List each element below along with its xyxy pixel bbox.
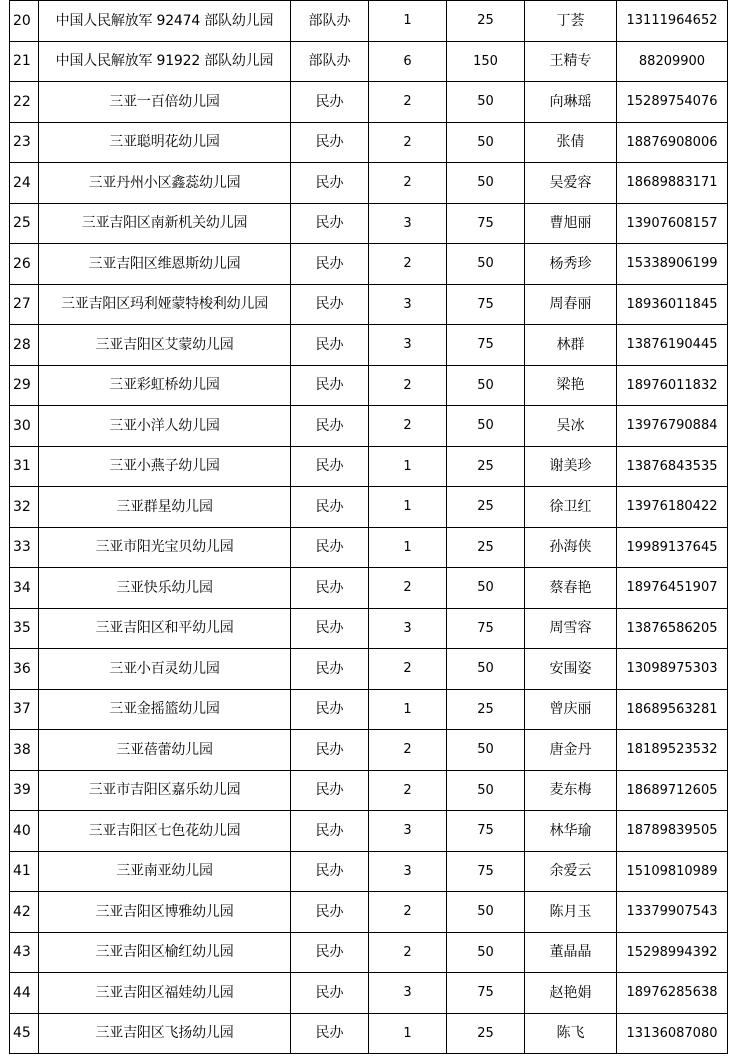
table-row bbox=[10, 365, 728, 406]
table-row bbox=[10, 932, 728, 973]
cell-phone: 13907608157 bbox=[617, 203, 728, 244]
cell-class-count: 1 bbox=[369, 1, 447, 42]
cell-class-count: 3 bbox=[369, 325, 447, 366]
cell-kindergarten-name: 三亚聪明花幼儿园 bbox=[39, 122, 291, 163]
cell-contact-person: 吴冰 bbox=[525, 406, 617, 447]
cell-ownership-type: 民办 bbox=[291, 689, 369, 730]
cell-ownership-type: 民办 bbox=[291, 406, 369, 447]
cell-contact-person: 陈飞 bbox=[525, 1013, 617, 1054]
cell-class-count: 3 bbox=[369, 608, 447, 649]
cell-ownership-type: 民办 bbox=[291, 527, 369, 568]
cell-kindergarten-name: 三亚吉阳区飞扬幼儿园 bbox=[39, 1013, 291, 1054]
cell-phone: 18976451907 bbox=[617, 568, 728, 609]
cell-ownership-type: 民办 bbox=[291, 244, 369, 285]
cell-capacity: 75 bbox=[447, 325, 525, 366]
cell-contact-person: 陈月玉 bbox=[525, 892, 617, 933]
table-row bbox=[10, 527, 728, 568]
cell-phone: 15298994392 bbox=[617, 932, 728, 973]
cell-contact-person: 董晶晶 bbox=[525, 932, 617, 973]
cell-capacity: 75 bbox=[447, 973, 525, 1014]
cell-contact-person: 曹旭丽 bbox=[525, 203, 617, 244]
cell-kindergarten-name: 三亚吉阳区七色花幼儿园 bbox=[39, 811, 291, 852]
cell-number: 28 bbox=[10, 325, 39, 366]
table-row bbox=[10, 892, 728, 933]
cell-kindergarten-name: 三亚吉阳区玛利娅蒙特梭利幼儿园 bbox=[39, 284, 291, 325]
cell-kindergarten-name: 三亚市吉阳区嘉乐幼儿园 bbox=[39, 770, 291, 811]
cell-phone: 15338906199 bbox=[617, 244, 728, 285]
cell-class-count: 1 bbox=[369, 446, 447, 487]
cell-phone: 18689712605 bbox=[617, 770, 728, 811]
cell-contact-person: 安围姿 bbox=[525, 649, 617, 690]
cell-class-count: 2 bbox=[369, 770, 447, 811]
table-row bbox=[10, 203, 728, 244]
cell-phone: 13876843535 bbox=[617, 446, 728, 487]
cell-capacity: 150 bbox=[447, 41, 525, 82]
cell-capacity: 50 bbox=[447, 568, 525, 609]
cell-kindergarten-name: 三亚一百倍幼儿园 bbox=[39, 82, 291, 123]
cell-phone: 15109810989 bbox=[617, 851, 728, 892]
cell-number: 45 bbox=[10, 1013, 39, 1054]
cell-class-count: 2 bbox=[369, 730, 447, 771]
cell-kindergarten-name: 三亚丹州小区鑫蕊幼儿园 bbox=[39, 163, 291, 204]
table-row bbox=[10, 1013, 728, 1054]
cell-contact-person: 蔡春艳 bbox=[525, 568, 617, 609]
cell-phone: 13098975303 bbox=[617, 649, 728, 690]
table-row bbox=[10, 689, 728, 730]
cell-kindergarten-name: 中国人民解放军 92474 部队幼儿园 bbox=[39, 1, 291, 42]
table-row bbox=[10, 446, 728, 487]
cell-ownership-type: 民办 bbox=[291, 1013, 369, 1054]
cell-phone: 13976790884 bbox=[617, 406, 728, 447]
cell-capacity: 75 bbox=[447, 608, 525, 649]
cell-number: 42 bbox=[10, 892, 39, 933]
cell-ownership-type: 民办 bbox=[291, 770, 369, 811]
cell-capacity: 50 bbox=[447, 649, 525, 690]
cell-capacity: 50 bbox=[447, 163, 525, 204]
cell-number: 37 bbox=[10, 689, 39, 730]
cell-capacity: 25 bbox=[447, 487, 525, 528]
cell-phone: 88209900 bbox=[617, 41, 728, 82]
cell-phone: 18876908006 bbox=[617, 122, 728, 163]
cell-phone: 13876586205 bbox=[617, 608, 728, 649]
cell-ownership-type: 民办 bbox=[291, 446, 369, 487]
cell-number: 31 bbox=[10, 446, 39, 487]
cell-number: 39 bbox=[10, 770, 39, 811]
kindergarten-table bbox=[9, 0, 728, 1054]
cell-kindergarten-name: 三亚吉阳区博雅幼儿园 bbox=[39, 892, 291, 933]
cell-ownership-type: 部队办 bbox=[291, 1, 369, 42]
cell-kindergarten-name: 三亚小燕子幼儿园 bbox=[39, 446, 291, 487]
cell-class-count: 3 bbox=[369, 284, 447, 325]
cell-class-count: 2 bbox=[369, 122, 447, 163]
cell-number: 22 bbox=[10, 82, 39, 123]
table-row bbox=[10, 770, 728, 811]
cell-kindergarten-name: 三亚群星幼儿园 bbox=[39, 487, 291, 528]
cell-ownership-type: 民办 bbox=[291, 649, 369, 690]
cell-phone: 18189523532 bbox=[617, 730, 728, 771]
cell-class-count: 1 bbox=[369, 1013, 447, 1054]
cell-class-count: 2 bbox=[369, 82, 447, 123]
cell-capacity: 75 bbox=[447, 203, 525, 244]
cell-contact-person: 王精专 bbox=[525, 41, 617, 82]
cell-contact-person: 周春丽 bbox=[525, 284, 617, 325]
cell-capacity: 75 bbox=[447, 811, 525, 852]
cell-contact-person: 杨秀珍 bbox=[525, 244, 617, 285]
table-row bbox=[10, 811, 728, 852]
cell-ownership-type: 民办 bbox=[291, 325, 369, 366]
cell-phone: 18789839505 bbox=[617, 811, 728, 852]
cell-number: 26 bbox=[10, 244, 39, 285]
cell-contact-person: 丁荟 bbox=[525, 1, 617, 42]
cell-class-count: 2 bbox=[369, 568, 447, 609]
cell-capacity: 50 bbox=[447, 244, 525, 285]
cell-ownership-type: 民办 bbox=[291, 284, 369, 325]
cell-number: 27 bbox=[10, 284, 39, 325]
cell-phone: 18976011832 bbox=[617, 365, 728, 406]
cell-kindergarten-name: 三亚彩虹桥幼儿园 bbox=[39, 365, 291, 406]
cell-number: 34 bbox=[10, 568, 39, 609]
cell-capacity: 25 bbox=[447, 1, 525, 42]
cell-number: 21 bbox=[10, 41, 39, 82]
cell-number: 40 bbox=[10, 811, 39, 852]
cell-contact-person: 赵艳娟 bbox=[525, 973, 617, 1014]
cell-number: 25 bbox=[10, 203, 39, 244]
table-row bbox=[10, 487, 728, 528]
cell-class-count: 2 bbox=[369, 406, 447, 447]
cell-ownership-type: 民办 bbox=[291, 608, 369, 649]
cell-number: 30 bbox=[10, 406, 39, 447]
cell-class-count: 2 bbox=[369, 892, 447, 933]
cell-kindergarten-name: 三亚快乐幼儿园 bbox=[39, 568, 291, 609]
cell-number: 33 bbox=[10, 527, 39, 568]
cell-capacity: 25 bbox=[447, 527, 525, 568]
table-row bbox=[10, 82, 728, 123]
cell-contact-person: 林华瑜 bbox=[525, 811, 617, 852]
cell-contact-person: 周雪容 bbox=[525, 608, 617, 649]
cell-class-count: 2 bbox=[369, 365, 447, 406]
table-row bbox=[10, 406, 728, 447]
cell-kindergarten-name: 三亚小洋人幼儿园 bbox=[39, 406, 291, 447]
cell-contact-person: 向琳瑶 bbox=[525, 82, 617, 123]
table-row bbox=[10, 244, 728, 285]
cell-class-count: 2 bbox=[369, 244, 447, 285]
cell-phone: 15289754076 bbox=[617, 82, 728, 123]
cell-phone: 18689563281 bbox=[617, 689, 728, 730]
cell-capacity: 50 bbox=[447, 770, 525, 811]
cell-contact-person: 余爱云 bbox=[525, 851, 617, 892]
cell-capacity: 25 bbox=[447, 1013, 525, 1054]
cell-phone: 13876190445 bbox=[617, 325, 728, 366]
cell-number: 24 bbox=[10, 163, 39, 204]
cell-contact-person: 林群 bbox=[525, 325, 617, 366]
cell-contact-person: 孙海侠 bbox=[525, 527, 617, 568]
cell-contact-person: 梁艳 bbox=[525, 365, 617, 406]
cell-kindergarten-name: 三亚吉阳区维恩斯幼儿园 bbox=[39, 244, 291, 285]
cell-ownership-type: 民办 bbox=[291, 163, 369, 204]
cell-ownership-type: 民办 bbox=[291, 568, 369, 609]
cell-capacity: 25 bbox=[447, 446, 525, 487]
cell-contact-person: 曾庆丽 bbox=[525, 689, 617, 730]
cell-kindergarten-name: 三亚吉阳区艾蒙幼儿园 bbox=[39, 325, 291, 366]
cell-ownership-type: 民办 bbox=[291, 365, 369, 406]
table-row bbox=[10, 649, 728, 690]
cell-class-count: 1 bbox=[369, 487, 447, 528]
cell-ownership-type: 部队办 bbox=[291, 41, 369, 82]
cell-ownership-type: 民办 bbox=[291, 487, 369, 528]
cell-capacity: 50 bbox=[447, 365, 525, 406]
cell-kindergarten-name: 三亚吉阳区南新机关幼儿园 bbox=[39, 203, 291, 244]
table-row bbox=[10, 973, 728, 1014]
cell-contact-person: 谢美珍 bbox=[525, 446, 617, 487]
cell-kindergarten-name: 三亚小百灵幼儿园 bbox=[39, 649, 291, 690]
cell-ownership-type: 民办 bbox=[291, 82, 369, 123]
table-row bbox=[10, 851, 728, 892]
cell-ownership-type: 民办 bbox=[291, 203, 369, 244]
table-row bbox=[10, 122, 728, 163]
cell-capacity: 75 bbox=[447, 284, 525, 325]
table-row bbox=[10, 41, 728, 82]
cell-class-count: 6 bbox=[369, 41, 447, 82]
cell-phone: 18976285638 bbox=[617, 973, 728, 1014]
table-row bbox=[10, 1, 728, 42]
cell-contact-person: 唐金丹 bbox=[525, 730, 617, 771]
cell-capacity: 50 bbox=[447, 406, 525, 447]
table-row bbox=[10, 284, 728, 325]
cell-kindergarten-name: 三亚吉阳区榆红幼儿园 bbox=[39, 932, 291, 973]
cell-capacity: 50 bbox=[447, 932, 525, 973]
table-row bbox=[10, 730, 728, 771]
cell-number: 35 bbox=[10, 608, 39, 649]
cell-number: 29 bbox=[10, 365, 39, 406]
cell-class-count: 3 bbox=[369, 851, 447, 892]
cell-capacity: 50 bbox=[447, 730, 525, 771]
cell-kindergarten-name: 三亚市阳光宝贝幼儿园 bbox=[39, 527, 291, 568]
cell-number: 41 bbox=[10, 851, 39, 892]
cell-contact-person: 麦东梅 bbox=[525, 770, 617, 811]
cell-phone: 13379907543 bbox=[617, 892, 728, 933]
cell-phone: 13976180422 bbox=[617, 487, 728, 528]
cell-phone: 18936011845 bbox=[617, 284, 728, 325]
cell-capacity: 50 bbox=[447, 82, 525, 123]
cell-kindergarten-name: 三亚金摇篮幼儿园 bbox=[39, 689, 291, 730]
cell-phone: 13136087080 bbox=[617, 1013, 728, 1054]
cell-phone: 13111964652 bbox=[617, 1, 728, 42]
cell-ownership-type: 民办 bbox=[291, 892, 369, 933]
table-row bbox=[10, 163, 728, 204]
cell-ownership-type: 民办 bbox=[291, 851, 369, 892]
cell-ownership-type: 民办 bbox=[291, 122, 369, 163]
table-row bbox=[10, 325, 728, 366]
cell-capacity: 50 bbox=[447, 892, 525, 933]
cell-number: 43 bbox=[10, 932, 39, 973]
cell-class-count: 3 bbox=[369, 203, 447, 244]
cell-class-count: 2 bbox=[369, 649, 447, 690]
cell-number: 23 bbox=[10, 122, 39, 163]
cell-class-count: 3 bbox=[369, 973, 447, 1014]
cell-contact-person: 张倩 bbox=[525, 122, 617, 163]
cell-kindergarten-name: 中国人民解放军 91922 部队幼儿园 bbox=[39, 41, 291, 82]
cell-number: 44 bbox=[10, 973, 39, 1014]
cell-capacity: 75 bbox=[447, 851, 525, 892]
cell-number: 38 bbox=[10, 730, 39, 771]
cell-ownership-type: 民办 bbox=[291, 811, 369, 852]
cell-class-count: 1 bbox=[369, 527, 447, 568]
cell-phone: 19989137645 bbox=[617, 527, 728, 568]
cell-capacity: 50 bbox=[447, 122, 525, 163]
cell-number: 32 bbox=[10, 487, 39, 528]
cell-number: 20 bbox=[10, 1, 39, 42]
cell-number: 36 bbox=[10, 649, 39, 690]
cell-ownership-type: 民办 bbox=[291, 730, 369, 771]
cell-contact-person: 徐卫红 bbox=[525, 487, 617, 528]
cell-contact-person: 吴爱容 bbox=[525, 163, 617, 204]
table-row bbox=[10, 608, 728, 649]
cell-ownership-type: 民办 bbox=[291, 932, 369, 973]
cell-capacity: 25 bbox=[447, 689, 525, 730]
cell-class-count: 1 bbox=[369, 689, 447, 730]
cell-kindergarten-name: 三亚蓓蕾幼儿园 bbox=[39, 730, 291, 771]
cell-phone: 18689883171 bbox=[617, 163, 728, 204]
table-body bbox=[10, 1, 728, 1054]
table-row bbox=[10, 568, 728, 609]
cell-kindergarten-name: 三亚南亚幼儿园 bbox=[39, 851, 291, 892]
cell-class-count: 2 bbox=[369, 932, 447, 973]
cell-class-count: 2 bbox=[369, 163, 447, 204]
cell-class-count: 3 bbox=[369, 811, 447, 852]
cell-kindergarten-name: 三亚吉阳区福娃幼儿园 bbox=[39, 973, 291, 1014]
cell-ownership-type: 民办 bbox=[291, 973, 369, 1014]
cell-kindergarten-name: 三亚吉阳区和平幼儿园 bbox=[39, 608, 291, 649]
